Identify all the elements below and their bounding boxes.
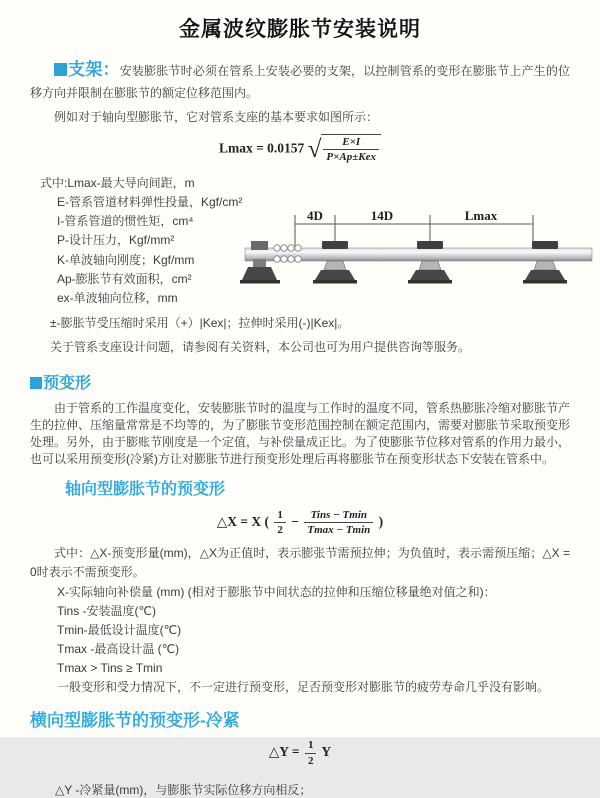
consult-note: 关于管系支座设计问题，请参阅有关资料，本公司也可为用户提供咨询等服务。 xyxy=(50,339,471,354)
pipe-guide-support xyxy=(523,241,567,284)
predeform-paragraph: 由于管系的工作温度变化，安装膨胀节时的温度与工作时的温度不同，管系热膨胀冷缩对膨胀节产生的拉伸、压缩量常常是不均等的，为了膨胀节变形范围控制在额定范围内，需要对膨胀节采取预变形处理。另外，由于膨账节刚度是一个定值，与补偿量成正比。为了使膨胀节位移对管系的作用力最小，也可以采用预变形(冷紧)方让对膨胀节进行预变形处理后再将膨胀节在预变形状态下安装在管系中。 xyxy=(30,400,571,466)
definition-item: Ap-膨胀节有效面积，cm² xyxy=(57,272,192,287)
definitions-and-diagram xyxy=(30,174,570,310)
formula-rhs: Y xyxy=(321,744,332,760)
formula-fraction-temp: $\frac{\text{Tins − Tmin}}{Tmax - Tmin}$ xyxy=(302,508,375,538)
pipe-guide-support xyxy=(313,241,357,284)
support-intro-text: 安装膨胀节时必须在管系上安装必要的支架，以控制管系的变形在膨胀节上产生的位移方向并限制在膨胀节的额定位移范围内。 xyxy=(30,64,570,100)
parameter-item: Tmin-最低设计温度(℃) xyxy=(57,623,182,638)
page-title: 金属波纹膨胀节安装说明 xyxy=(179,18,421,41)
parameter-item: 一般变形和受力情况下，不一定进行预变形，足否预变形对膨胀节的疲劳寿命几乎没有影响。 xyxy=(57,680,550,695)
dimension-label-lmax: Lmax xyxy=(464,207,498,223)
section-marker-icon xyxy=(30,377,42,389)
minus-sign: − xyxy=(291,513,299,529)
formula-fraction-half: $\frac{1}{2}$ xyxy=(303,738,319,768)
sqrt-icon: √ xyxy=(307,135,322,163)
guide-spacing-formula xyxy=(30,134,570,165)
pipe-support-diagram xyxy=(240,206,600,306)
formula-lhs: △X = X ( xyxy=(216,513,270,529)
definition-item: 式中:Lmax-最大导向间距，m xyxy=(40,175,195,190)
formula-numerator: E×I xyxy=(323,135,379,150)
support-section-intro xyxy=(30,56,570,103)
parameter-item: Tmax -最高设计温 (℃) xyxy=(57,642,180,657)
formula-rhs: ) xyxy=(378,513,384,529)
definition-item: E-管系管道材料弹性投量，Kgf/cm² xyxy=(57,194,243,209)
lateral-predeform-formula xyxy=(30,738,570,768)
support-heading: 支架： xyxy=(68,60,120,79)
lateral-predeform-heading: 横向型膨胀节的预变形-冷紧 xyxy=(30,711,240,731)
definition-item: I-管系管道的惯性矩，cm⁴ xyxy=(57,214,194,229)
axial-predeform-heading: 轴向型膨胀节的预变形 xyxy=(65,480,226,498)
cold-tighten-note: △Y -冷紧量(mm)，与膨胀节实际位移方向相反； xyxy=(55,783,312,798)
axial-predeform-formula xyxy=(30,508,570,538)
definition-item: K-单波轴向刚度；Kgf/mm xyxy=(57,252,195,267)
predeform-heading-row xyxy=(30,370,570,393)
axial-formula-explain: 式中：△X-预变形量(mm)，△X为正值时，表示膨张节需预拉伸；为负值时，表示需预压缩；△X = 0时表示不需预变形。 xyxy=(30,546,570,579)
dimension-label-4d: 4D xyxy=(307,207,323,223)
pipe-guide-support xyxy=(408,241,452,284)
definition-item: ex-单波轴向位移，mm xyxy=(57,291,178,306)
section-marker-icon xyxy=(54,63,67,76)
formula-denominator: P×Ap±Kex xyxy=(326,151,377,164)
formula-lhs: △Y = xyxy=(268,744,300,760)
predeform-heading: 预变形 xyxy=(43,374,92,392)
dimension-label-14d: 14D xyxy=(370,207,394,223)
formula-lhs: Lmax = 0.0157 xyxy=(218,140,305,156)
plusminus-note: ±-膨胀节受压缩时采用（+）|Kex|；拉伸时采用(-)|Kex|。 xyxy=(50,315,350,330)
support-example-note: 例如对于轴向型膨胀节，它对管系支座的基本要求如图所示： xyxy=(54,109,379,124)
definition-item: P-设计压力，Kgf/mm² xyxy=(57,233,175,248)
formula-fraction-half: $\frac{1}{2}$ xyxy=(272,508,288,538)
parameter-item: Tmax > Tins ≥ Tmin xyxy=(57,661,163,676)
parameter-item: X-实际轴向补偿量 (mm) (相对于膨胀节中间状态的拉伸和压缩位移量绝对值之和)： xyxy=(57,585,496,600)
formula-fraction xyxy=(321,134,381,165)
parameter-item: Tins -安装温度(℃) xyxy=(57,604,157,619)
parameter-list xyxy=(30,583,570,697)
